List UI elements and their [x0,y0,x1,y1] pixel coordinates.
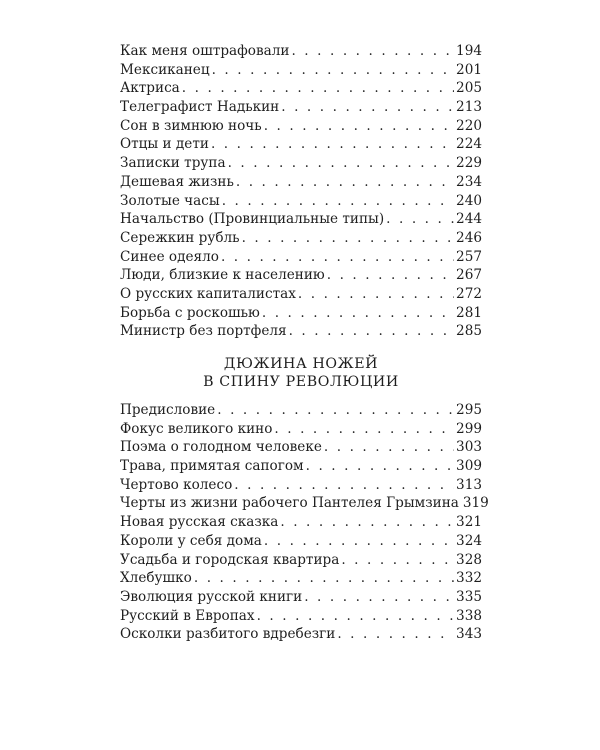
entry-page-number: 324 [456,532,482,549]
entry-page-number: 309 [456,458,482,475]
entry-page-number: 313 [456,476,482,493]
entry-title: Усадьба и городская квартира [120,551,340,568]
toc-list-dozen-knives [120,401,489,644]
toc-entry [120,154,482,173]
entry-page-number: 246 [456,229,482,246]
dot-leader [324,438,454,457]
toc-entry [120,588,482,607]
entry-page-number: 328 [456,551,482,568]
entry-title: Мексиканец [120,61,210,78]
entry-page-number: 194 [456,43,482,59]
entry-title: Трава, примятая сапогом [120,458,304,475]
section-heading-line-1: ДЮЖИНА НОЖЕЙ [223,356,379,372]
dot-leader [386,210,454,229]
entry-title: Люди, близкие к населению [120,267,325,284]
entry-title: Чертово колесо [120,476,233,493]
toc-entry [120,229,482,248]
toc-entry [120,173,482,192]
entry-title: Сон в зимнюю ночь [120,117,262,134]
entry-title: Хлебушко [120,570,192,587]
entry-title: Как меня оштрафовали [120,43,290,59]
dot-leader [304,588,454,607]
dot-leader [306,457,454,476]
entry-page-number: 234 [456,173,482,190]
entry-title: Черты из жизни рабочего Пантелея Грымзина [120,495,459,512]
dot-leader [257,607,454,626]
dot-leader [274,420,454,439]
toc-entry [120,513,482,532]
toc-entry [120,625,482,644]
section-heading [120,355,482,391]
toc-entry [120,438,482,457]
entry-title: Министр без портфеля [120,323,287,340]
section-heading-line-2: В СПИНУ РЕВОЛЮЦИИ [203,374,399,390]
toc-entry [120,42,482,61]
entry-page-number: 321 [456,514,482,531]
toc-entry [120,61,482,80]
entry-page-number: 299 [456,420,482,437]
toc-entry [120,135,482,154]
entry-page-number: 267 [456,267,482,284]
entry-title: Дешевая жизнь [120,173,234,190]
toc-entry [120,285,482,304]
dot-leader [264,532,454,551]
dot-leader [221,248,454,267]
dot-leader [298,285,454,304]
entry-title: Золотые часы [120,192,220,209]
toc-entry [120,494,489,513]
entry-page-number: 281 [456,304,482,321]
entry-title: Отцы и дети [120,136,209,153]
toc-entry [120,607,482,626]
dot-leader [212,61,454,80]
entry-page-number: 213 [456,99,482,116]
entry-page-number: 244 [456,211,482,228]
entry-title: Синее одеяло [120,248,219,265]
toc-entry [120,532,482,551]
dot-leader [236,173,454,192]
entry-title: Поэма о голодном человеке [120,439,322,456]
entry-title: Начальство (Провинциальные типы) [120,211,385,228]
entry-title: Сережкин рубль [120,229,240,246]
entry-page-number: 319 [462,495,489,512]
toc-entry [120,322,482,341]
entry-title: О русских капиталистах [120,285,296,302]
dot-leader [280,513,454,532]
dot-leader [211,135,454,154]
dot-leader [182,79,454,98]
dot-leader [281,98,454,117]
toc-list-stories [120,42,482,341]
entry-page-number: 229 [456,155,482,172]
dot-leader [228,154,454,173]
entry-title: Новая русская сказка [120,514,279,531]
entry-title: Телеграфист Надькин [120,99,280,116]
entry-title: Эволюция русской книги [120,588,303,605]
toc-entry [120,569,482,588]
entry-page-number: 205 [456,80,482,97]
entry-page-number: 272 [456,285,482,302]
toc-entry [120,401,482,420]
toc-entry [120,420,482,439]
toc-entry [120,98,482,117]
toc-entry [120,210,482,229]
entry-title: Короли у себя дома [120,532,262,549]
entry-title: Борьба с роскошью [120,304,260,321]
entry-title: Актриса [120,80,180,97]
entry-title: Записки трупа [120,155,226,172]
toc-entry [120,457,482,476]
toc-entry [120,192,482,211]
dot-leader [222,192,454,211]
toc-entry [120,266,482,285]
entry-page-number: 343 [456,626,482,643]
dot-leader [341,551,454,570]
entry-page-number: 332 [456,570,482,587]
dot-leader [262,304,454,323]
toc-entry [120,79,482,98]
toc-entry [120,304,482,323]
entry-title: Осколки разбитого вдребезги [120,626,336,643]
dot-leader [242,229,454,248]
entry-page-number: 338 [456,607,482,624]
entry-page-number: 335 [456,588,482,605]
entry-page-number: 224 [456,136,482,153]
dot-leader [217,401,454,420]
entry-page-number: 201 [456,61,482,78]
entry-title: Предисловие [120,402,216,418]
toc-entry [120,551,482,570]
entry-page-number: 220 [456,117,482,134]
dot-leader [327,266,454,285]
entry-page-number: 285 [456,323,482,340]
dot-leader [289,322,454,341]
entry-page-number: 240 [456,192,482,209]
entry-title: Фокус великого кино [120,420,273,437]
dot-leader [291,42,454,61]
dot-leader [194,569,454,588]
entry-title: Русский в Европах [120,607,255,624]
toc-entry [120,117,482,136]
entry-page-number: 295 [456,402,482,418]
dot-leader [264,117,454,136]
entry-page-number: 257 [456,248,482,265]
toc-entry [120,476,482,495]
dot-leader [234,476,454,495]
entry-page-number: 303 [456,439,482,456]
dot-leader [337,625,454,644]
toc-entry [120,248,482,267]
